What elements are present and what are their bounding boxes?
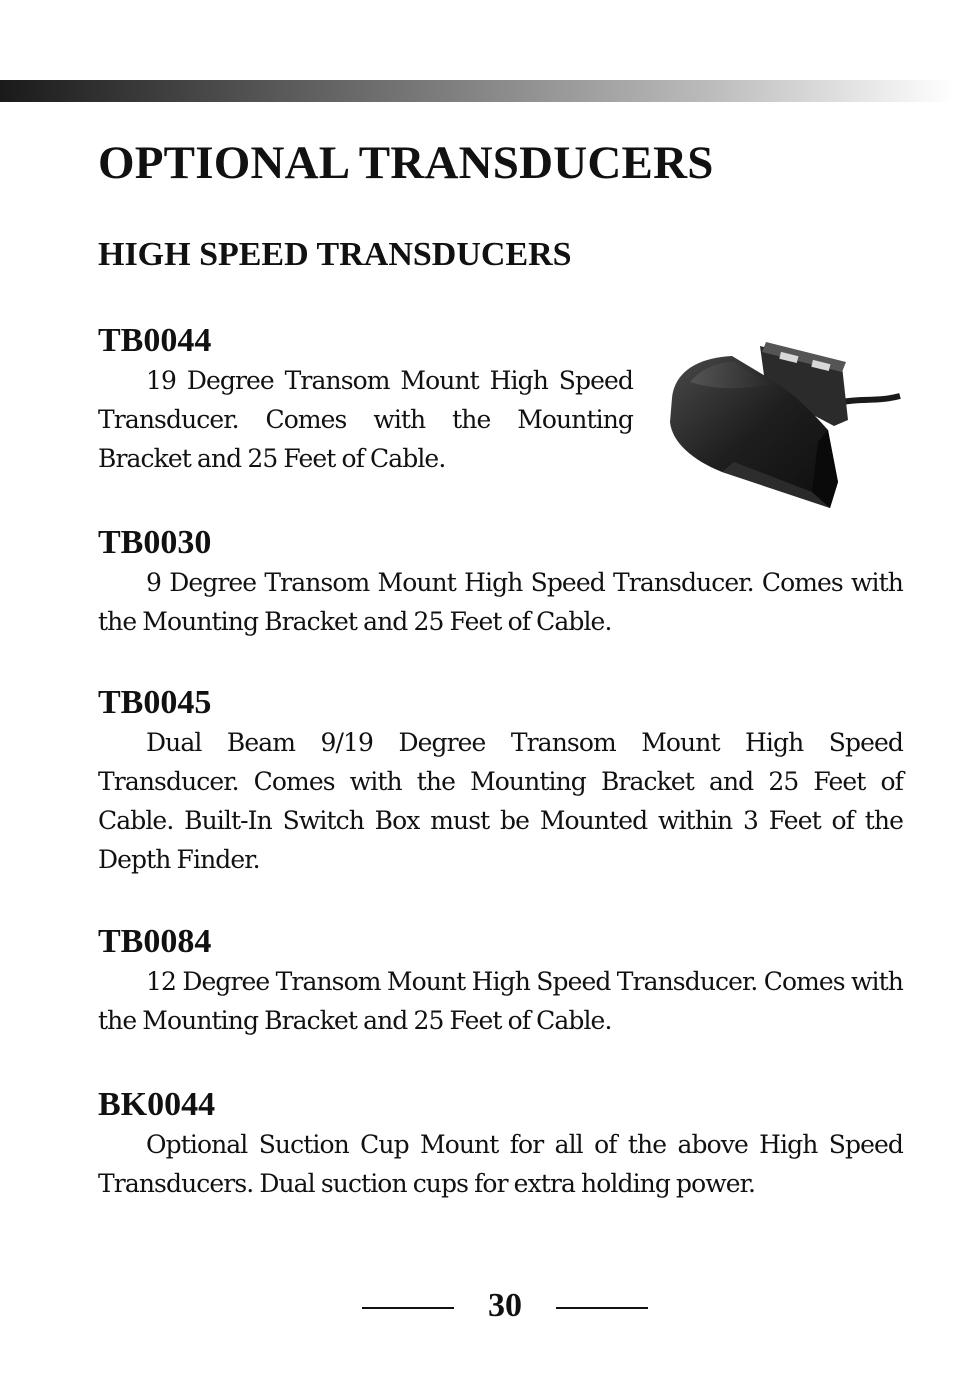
page-footer <box>362 1286 648 1330</box>
product-bk0044 <box>98 1085 903 1203</box>
product-description: 9 Degree Transom Mount High Speed Transducer. Comes with the Mounting Bracket and 25 Feet of Cable. <box>98 568 903 636</box>
page-number: 30 <box>488 1287 522 1324</box>
product-code: TB0044 <box>98 322 212 359</box>
page-title: OPTIONAL TRANSDUCERS <box>98 137 714 189</box>
product-description: Dual Beam 9/19 Degree Transom Mount High Speed Transducer. Comes with the Mounting Bracket and 25 Feet of Cable. Built-In Switch Box must be Mounted within 3 Feet of the Depth Finder. <box>98 728 903 874</box>
product-tb0030 <box>98 523 903 641</box>
footer-rule-right <box>556 1307 648 1309</box>
product-code: BK0044 <box>98 1086 216 1123</box>
product-code: TB0084 <box>98 923 212 960</box>
transducer-photo-icon <box>662 332 902 510</box>
header-gradient-bar <box>0 80 954 102</box>
product-tb0045 <box>98 683 903 879</box>
product-description: Optional Suction Cup Mount for all of the above High Speed Transducers. Dual suction cups for extra holding power. <box>98 1130 903 1198</box>
section-title: HIGH SPEED TRANSDUCERS <box>98 236 572 273</box>
product-code: TB0045 <box>98 684 212 721</box>
product-tb0084 <box>98 922 903 1040</box>
product-code: TB0030 <box>98 524 212 561</box>
product-description: 12 Degree Transom Mount High Speed Transducer. Comes with the Mounting Bracket and 25 Feet of Cable. <box>98 967 903 1035</box>
product-description: 19 Degree Transom Mount High Speed Transducer. Comes with the Mounting Bracket and 25 Feet of Cable. <box>98 366 633 473</box>
